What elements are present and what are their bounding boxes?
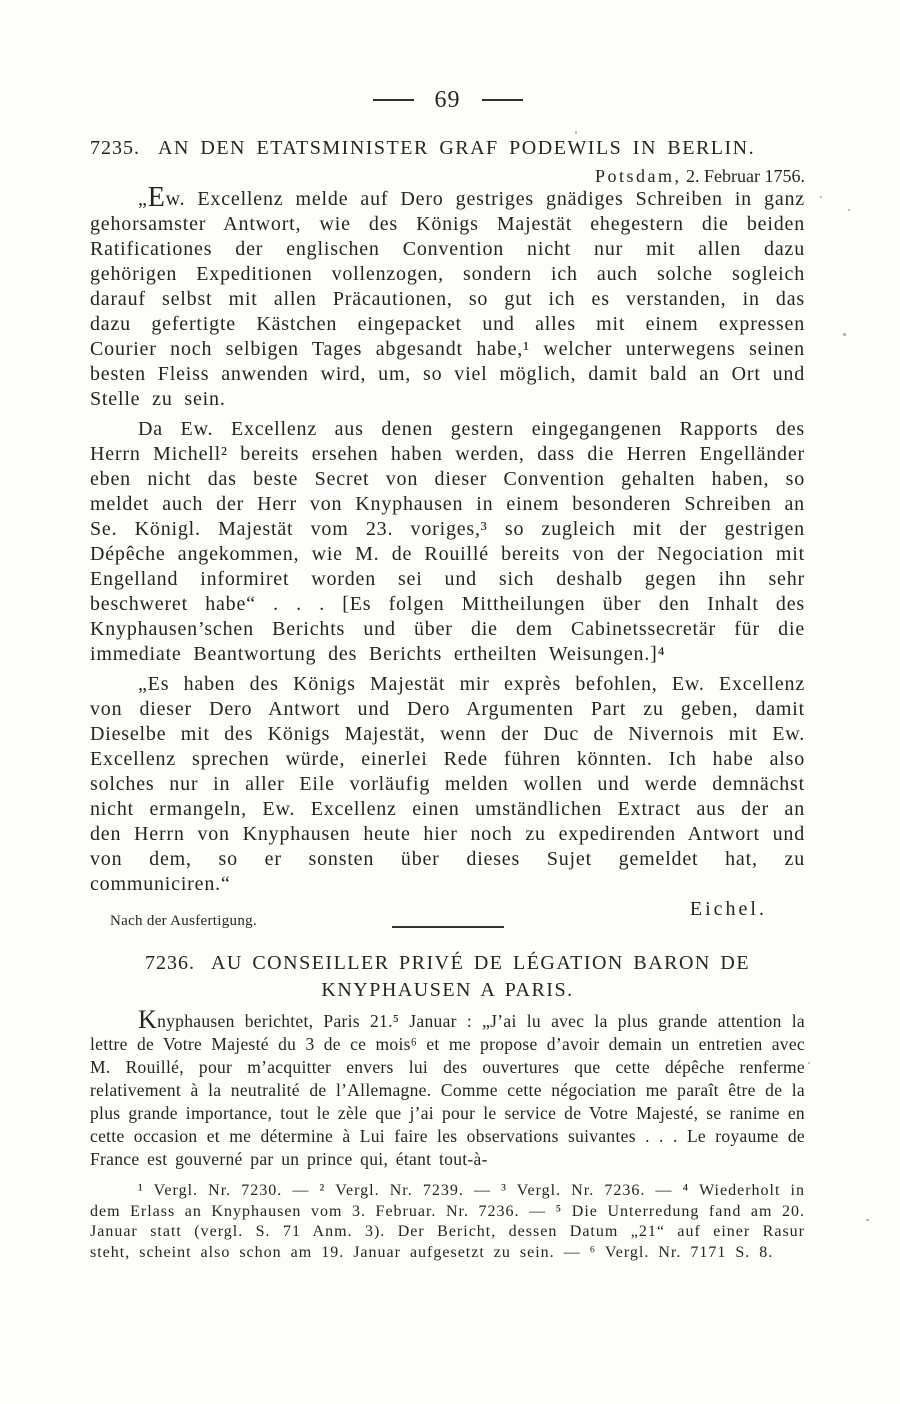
paragraph-4 (90, 1005, 805, 1171)
letter-7235 (90, 136, 805, 942)
header-rule-right-icon (482, 99, 523, 101)
signature: Eichel. (689, 898, 767, 920)
section-divider (392, 926, 504, 928)
dateline-date: 2. Februar 1756. (686, 166, 805, 186)
source-note: Nach der Ausfertigung. (110, 913, 257, 929)
running-head (90, 88, 805, 112)
scan-speck (808, 1062, 810, 1064)
paragraph-2: Da Ew. Excellenz aus denen gestern eingegangenen Rapports des Herrn Michell² bereits ersehen haben werden, dass die Herren Engelländer eben nicht das beste Secret von dieser Convention gehalten haben, so meldet auch der Herr von Knyphausen in einem besonderen Schreiben an Se. Königl. Majestät vom 23. voriges,³ so zugleich mit der gestrigen Dépêche angekommen, wie M. de Rouillé bereits von der Negociation mit Engelland informiret worden sei und sich deshalb gegen ihn sehr beschweret habe“ . . . [Es folgen Mittheilungen über den Inhalt des Knyphausen’schen Berichts und über die dem Cabinetssecretär für die immediate Beantwortung des Berichts ertheilten Weisungen.]⁴ (90, 418, 805, 665)
scan-speck (843, 333, 846, 336)
dateline-place: Potsdam, (595, 166, 682, 186)
entry-7236-title-line1: AU CONSEILLER PRIVÉ DE LÉGATION BARON DE (210, 952, 751, 974)
scan-speck (866, 1219, 869, 1221)
dateline (90, 165, 805, 187)
entry-7236-heading (90, 950, 805, 1004)
paragraph-4-text: nyphausen berichtet, Paris 21.⁵ Januar : „J’ai lu avec la plus grande attention la lettre de Votre Majesté du 3 de ce mois⁶ et me propose d’avoir demain un entretien avec M. Rouillé, pour m’acquitter envers lui des ouvertures que cette dépêche renferme relativement à la neutralité de l’Allemagne. Comme cette négociation me paraît être de la plus grande importance, tout le zèle que j’ai pour le service de Votre Majesté, se ranime en cette occasion et me détermine à Lui faire les observations suivantes . . . Le royaume de France est gouverné par un prince qui, étant tout-à- (90, 1011, 805, 1169)
page-number: 69 (434, 87, 461, 113)
paragraph-3: „Es haben des Königs Majestät mir exprès befohlen, Ew. Excellenz von dieser Dero Antwort und Dero Argumenten Part zu geben, damit Dieselbe mit des Königs Majestät, wenn der Duc de Nivernois mit Ew. Excellenz sprechen würde, einerlei Rede führen könnten. Ich habe also solches nur in aller Eile vorläufig melden wollen und werde demnächst nicht ermangeln, Ew. Excellenz einen umständlichen Extract aus der an den Herrn von Knyphausen heute hier noch zu expedirenden Antwort und von dem, so er sonsten über dieses Sujet gemeldet hat, zu communiciren.“ (90, 673, 805, 895)
letter-7236 (90, 950, 805, 1171)
footnotes-text: ¹ Vergl. Nr. 7230. — ² Vergl. Nr. 7239. — ³ Vergl. Nr. 7236. — ⁴ Wiederholt in dem Erlass an Knyphausen vom 3. Februar. Nr. 7236. — ⁵ Die Unterredung fand am 20. Januar statt (vergl. S. 71 Anm. 3). Der Bericht, dessen Datum „21“ auf einer Rasur steht, scheint also schon am 19. Januar aufgesetzt zu sein. — ⁶ Vergl. Nr. 7171 S. 8. (90, 1182, 805, 1261)
entry-7236-number: 7236. (144, 952, 195, 974)
entry-7235-heading (90, 136, 805, 160)
entry-7235-title: AN DEN ETATSMINISTER GRAF PODEWILS IN BERLIN. (158, 137, 756, 159)
entry-7236-heading-line1 (145, 952, 750, 974)
footnotes (90, 1181, 805, 1263)
opening-quote: „ (138, 188, 148, 210)
signature-block (90, 898, 805, 942)
entry-7236-title-line2: KNYPHAUSEN A PARIS. (321, 979, 574, 1001)
lead-initial: E (147, 182, 166, 213)
paragraph-1-text: w. Excellenz melde auf Dero gestriges gnädiges Schreiben in ganz gehorsamster Antwort, wie des Königs Majestät ehegestern die beiden Ratificationes der englischen Convention nicht nur mit allen dazu gehörigen Expeditionen vollenzogen, sondern ich auch solche sogleich darauf selbst mit allen Präcautionen, so gut ich es verstanden, in das dazu gefertigte Kästchen eingepacket und alles mit einem expressen Courier noch selbigen Tages abgesandt habe,¹ welcher unterwegens seinen besten Fleiss anwenden wird, um, so viel möglich, damit bald an Ort und Stelle zu sein. (90, 188, 805, 410)
paragraph-1 (90, 182, 805, 412)
header-rule-left-icon (373, 99, 414, 101)
scan-speck (575, 131, 577, 134)
scan-speck (848, 209, 850, 211)
entry-7235-number: 7235. (90, 137, 140, 159)
lead-initial-k: K (138, 1005, 158, 1034)
scan-speck (820, 196, 822, 198)
